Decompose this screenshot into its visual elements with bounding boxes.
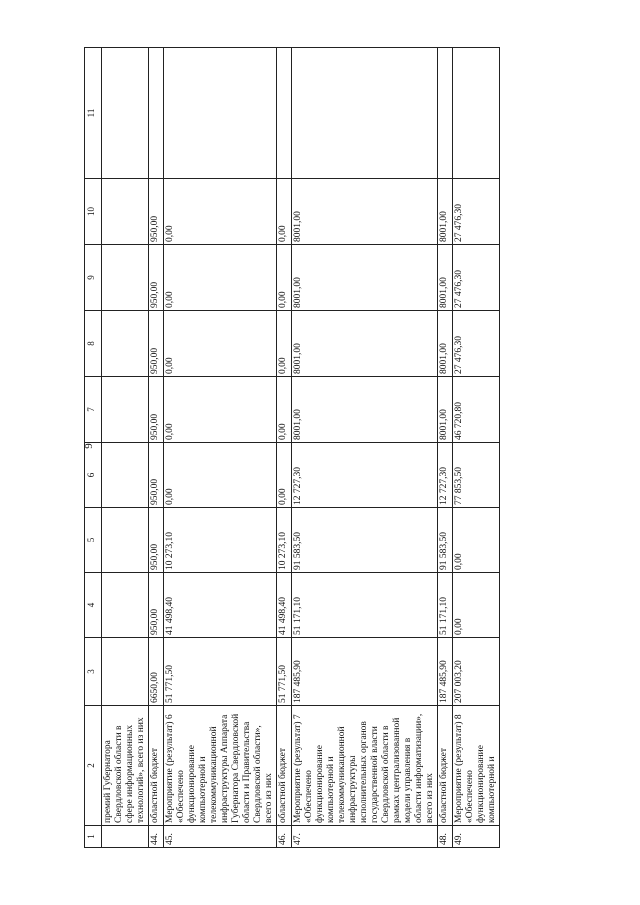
header-row — [85, 48, 102, 848]
cell-value: 0,00 — [453, 573, 500, 638]
cell-value: 8001,00 — [438, 377, 453, 443]
cell-total: 187 485,90 — [292, 638, 438, 706]
cell-value: 0,00 — [164, 179, 277, 245]
cell-value: 10 273,10 — [164, 508, 277, 573]
header-cell: 7 — [85, 377, 102, 443]
rotated-table-container — [84, 48, 624, 848]
cell-value: 12 727,30 — [438, 443, 453, 508]
cell-value: 0,00 — [277, 377, 292, 443]
row-description: областной бюджет — [277, 706, 292, 826]
cell-value: 8001,00 — [292, 245, 438, 311]
header-cell: 4 — [85, 573, 102, 638]
cell-total — [102, 638, 149, 706]
cell-value: 0,00 — [164, 377, 277, 443]
cell-value: 91 583,50 — [292, 508, 438, 573]
cell-value: 41 498,40 — [277, 573, 292, 638]
row-number: 44. — [149, 826, 164, 848]
cell-value: 950,00 — [149, 179, 164, 245]
row-number: 48. — [438, 826, 453, 848]
cell-value: 0,00 — [164, 245, 277, 311]
table-row — [292, 48, 438, 848]
cell-value: 0,00 — [277, 443, 292, 508]
header-cell: 10 — [85, 179, 102, 245]
header-cell: 6 — [85, 443, 102, 508]
cell-note — [292, 48, 438, 179]
row-description: областной бюджет — [149, 706, 164, 826]
cell-value: 950,00 — [149, 508, 164, 573]
row-description: Мероприятие (результат) 7 «Обеспечено функционирование компьютерной и телекоммуникационной инфраструктуры исполнительных органов государственной власти Свердловской области в рамках централизованной модели управления в области информатизации», всего из них — [292, 706, 438, 826]
cell-value: 8001,00 — [292, 377, 438, 443]
cell-value: 91 583,50 — [438, 508, 453, 573]
row-number — [102, 826, 149, 848]
cell-value: 27 476,30 — [453, 179, 500, 245]
cell-value: 0,00 — [453, 508, 500, 573]
table-row — [277, 48, 292, 848]
header-cell: 1 — [85, 826, 102, 848]
table-row — [164, 48, 277, 848]
row-number: 45. — [164, 826, 277, 848]
row-number: 46. — [277, 826, 292, 848]
cell-value: 27 476,30 — [453, 311, 500, 377]
cell-value: 950,00 — [149, 573, 164, 638]
cell-note — [277, 48, 292, 179]
cell-total: 6650,00 — [149, 638, 164, 706]
row-description: премий Губернатора Свердловской области в сфере информационных технологий», всего из них — [102, 706, 149, 826]
header-cell: 3 — [85, 638, 102, 706]
cell-value — [102, 179, 149, 245]
cell-value: 950,00 — [149, 245, 164, 311]
cell-total: 51 771,50 — [277, 638, 292, 706]
table-row — [149, 48, 164, 848]
cell-value: 0,00 — [277, 311, 292, 377]
row-number: 47. — [292, 826, 438, 848]
cell-value: 950,00 — [149, 377, 164, 443]
cell-value: 950,00 — [149, 311, 164, 377]
cell-note — [164, 48, 277, 179]
cell-total: 207 003,20 — [453, 638, 500, 706]
cell-value: 51 171,10 — [292, 573, 438, 638]
header-cell: 9 — [85, 245, 102, 311]
table-row — [453, 48, 500, 848]
cell-value — [102, 508, 149, 573]
cell-total: 51 771,50 — [164, 638, 277, 706]
cell-value — [102, 311, 149, 377]
table-row — [438, 48, 453, 848]
header-cell: 11 — [85, 48, 102, 179]
cell-total: 187 485,90 — [438, 638, 453, 706]
cell-value: 0,00 — [164, 311, 277, 377]
cell-note — [149, 48, 164, 179]
cell-value: 8001,00 — [292, 311, 438, 377]
cell-value: 0,00 — [277, 179, 292, 245]
cell-value: 8001,00 — [438, 311, 453, 377]
cell-value — [102, 573, 149, 638]
page-number: 9 — [83, 443, 95, 449]
cell-value: 8001,00 — [292, 179, 438, 245]
cell-value: 41 498,40 — [164, 573, 277, 638]
table-row — [102, 48, 149, 848]
cell-value: 0,00 — [277, 245, 292, 311]
header-cell: 8 — [85, 311, 102, 377]
cell-value — [102, 443, 149, 508]
cell-value — [102, 377, 149, 443]
cell-value: 27 476,30 — [453, 245, 500, 311]
row-description: областной бюджет — [438, 706, 453, 826]
cell-value: 0,00 — [164, 443, 277, 508]
cell-value: 46 720,80 — [453, 377, 500, 443]
cell-note — [453, 48, 500, 179]
header-cell: 2 — [85, 706, 102, 826]
cell-value: 8001,00 — [438, 245, 453, 311]
cell-value: 51 171,10 — [438, 573, 453, 638]
cell-value: 8001,00 — [438, 179, 453, 245]
row-description: Мероприятие (результат) 8 «Обеспечено функционирование компьютерной и — [453, 706, 500, 826]
budget-table — [84, 47, 500, 848]
cell-value: 12 727,30 — [292, 443, 438, 508]
cell-value: 950,00 — [149, 443, 164, 508]
header-cell: 5 — [85, 508, 102, 573]
row-description: Мероприятие (результат) 6 «Обеспечено функционирование компьютерной и телекоммуникационной инфраструктуры Аппарата Губернатора Свердловской области и Правительства Свердловской области», всего из них — [164, 706, 277, 826]
cell-value — [102, 245, 149, 311]
cell-note — [102, 48, 149, 179]
row-number: 49. — [453, 826, 500, 848]
cell-note — [438, 48, 453, 179]
cell-value: 10 273,10 — [277, 508, 292, 573]
cell-value: 77 853,50 — [453, 443, 500, 508]
